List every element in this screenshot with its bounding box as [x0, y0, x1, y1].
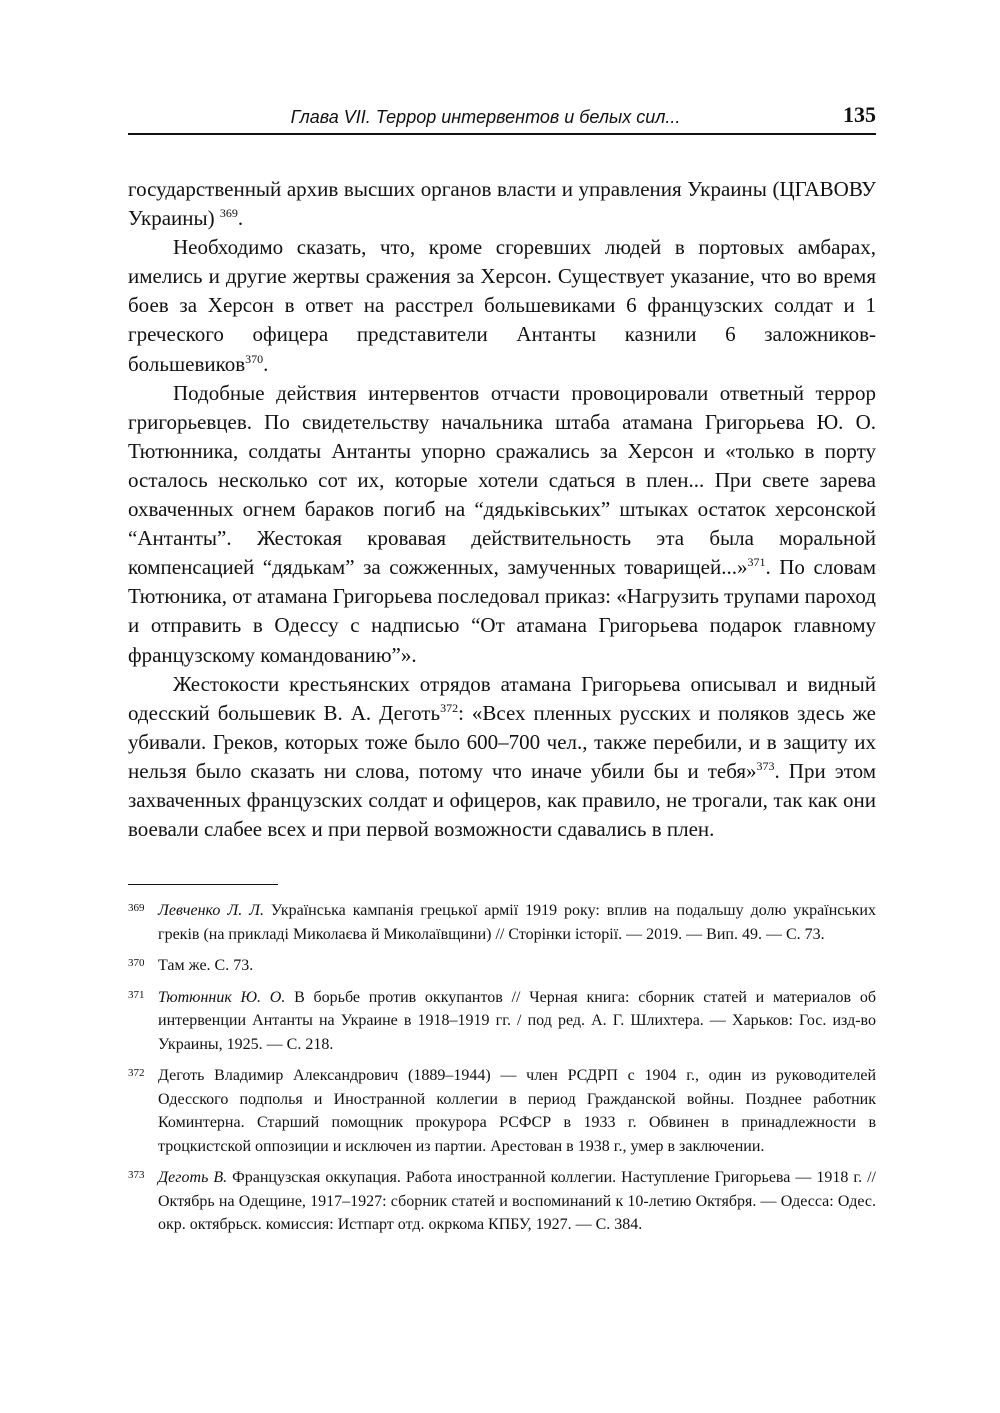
paragraph-text: : «Всех пленных русских и поляков здесь же убивали. Греков, которых тоже было 600–700 чел., также перебили, и в защиту их нельзя было сказать ни слова, потому что иначе убили бы и тебя»: [128, 700, 876, 783]
footnote: [128, 899, 876, 946]
running-title: Глава VII. Террор интервентов и белых сил...: [290, 107, 681, 127]
page-number: 135: [843, 102, 876, 127]
footnote-number: 373: [128, 1169, 145, 1182]
footnote-ref[interactable]: 370: [245, 351, 264, 366]
paragraph-text: .: [237, 206, 244, 231]
footnote-body: Французская оккупация. Работа иностранной коллегии. Наступление Григорьева — 1918 г. // Октябрь на Одещине, 1917–1927: сборник статей и воспоминаний к 10-летию Октября. — Одесса: Одес. окр. октябрьск. комиссия: Истпарт отд. окркома КПБУ, 1927. — С. 384.: [158, 1169, 876, 1234]
book-page: [128, 96, 876, 1245]
footnote-body: В борьбе против оккупантов // Черная книга: сборник статей и материалов об интервенции Антанты на Украине в 1918–1919 гг. / под ред. А. Г. Шлихтера. — Харьков: Гос. изд-во Украины, 1925. — С. 218.: [158, 988, 876, 1053]
footnote-divider: [128, 884, 278, 885]
footnote-ref[interactable]: 369: [219, 206, 238, 221]
footnote-text: [158, 1166, 876, 1237]
paragraph: [128, 175, 876, 233]
paragraph-text: . По словам Тютюника, от атамана Григорьева последовал приказ: «Нагрузить трупами пароход и отправить в Одессу с надписью “От атамана Григорьева подарок главному французскому командованию”».: [128, 555, 876, 667]
paragraph: [128, 379, 876, 670]
footnote-author: Тютюнник Ю. О.: [158, 988, 286, 1006]
footnote-ref[interactable]: 371: [747, 555, 766, 570]
paragraph-text: . При этом захваченных французских солдат и офицеров, как правило, не трогали, так как они воевали слабее всех и при первой возможности сдавались в плен.: [128, 758, 876, 842]
footnote: [128, 954, 876, 978]
footnote-author: Деготь В.: [158, 1169, 228, 1187]
footnote: [128, 986, 876, 1057]
paragraph: [128, 670, 876, 845]
footnote-text: [158, 986, 876, 1057]
running-header: [128, 96, 876, 135]
paragraph-text: Подобные действия интервентов отчасти провоцировали ответный террор григорьевцев. По свидетельству начальника штаба атамана Григорьева Ю. О. Тютюнника, солдаты Антанты упорно сражались за Херсон и «только в порту осталось несколько сот их, которые хотели сдаться в плен... При свете зарева охваченных огнем бараков погиб на “дядьківських” штыках остаток херсонской “Антанты”. Жестокая кровавая действительность эта была моральной компенсацией “дядькам” за сожженных, замученных товарищей...»: [128, 380, 876, 580]
footnote: [128, 1166, 876, 1237]
footnote-text: [158, 899, 876, 946]
footnote-number: 369: [128, 902, 145, 915]
footnote-body: Українська кампанія грецької армії 1919 року: вплив на подальшу долю українських греків (на прикладі Миколаєва й Миколаївщини) // Сторінки історії. — 2019. — Вип. 49. — С. 73.: [158, 902, 876, 943]
footnote: [128, 1064, 876, 1158]
footnote-ref[interactable]: 373: [756, 758, 775, 773]
footnotes: [128, 899, 876, 1237]
footnote-text: [158, 1064, 876, 1158]
paragraph-text: .: [263, 351, 269, 376]
footnote-ref[interactable]: 372: [440, 700, 459, 715]
footnote-text: [158, 954, 876, 978]
footnote-author: Левченко Л. Л.: [158, 902, 264, 920]
footnote-number: 371: [128, 988, 145, 1001]
main-text: [128, 175, 876, 844]
paragraph: [128, 233, 876, 378]
paragraph-text: Необходимо сказать, что, кроме сгоревших людей в портовых амбарах, имелись и другие жертвы сражения за Херсон. Существует указание, что во время боев за Херсон в ответ на расстрел большевиками 6 французских солдат и 1 греческого офицера представители Антанты казнили 6 заложников-большевиков: [128, 235, 876, 376]
footnote-body: Деготь Владимир Александрович (1889–1944) — член РСДРП с 1904 г., один из руководителей Одесского подполья и Иностранной коллегии в период Гражданской войны. Позднее работник Коминтерна. Старший помощник прокурора РСФСР в 1933 г. Обвинен в принадлежности в троцкистской оппозиции и исключен из партии. Арестован в 1938 г., умер в заключении.: [158, 1067, 876, 1155]
paragraph-text: Жестокости крестьянских отрядов атамана Григорьева описывал и видный одесский большевик В. А. Деготь: [128, 671, 876, 725]
paragraph-text: государственный архив высших органов власти и управления Украины (ЦГАВОВУ Украины): [128, 177, 876, 231]
footnote-body: Там же. С. 73.: [158, 957, 254, 975]
footnote-number: 372: [128, 1067, 145, 1080]
footnote-number: 370: [128, 957, 145, 970]
